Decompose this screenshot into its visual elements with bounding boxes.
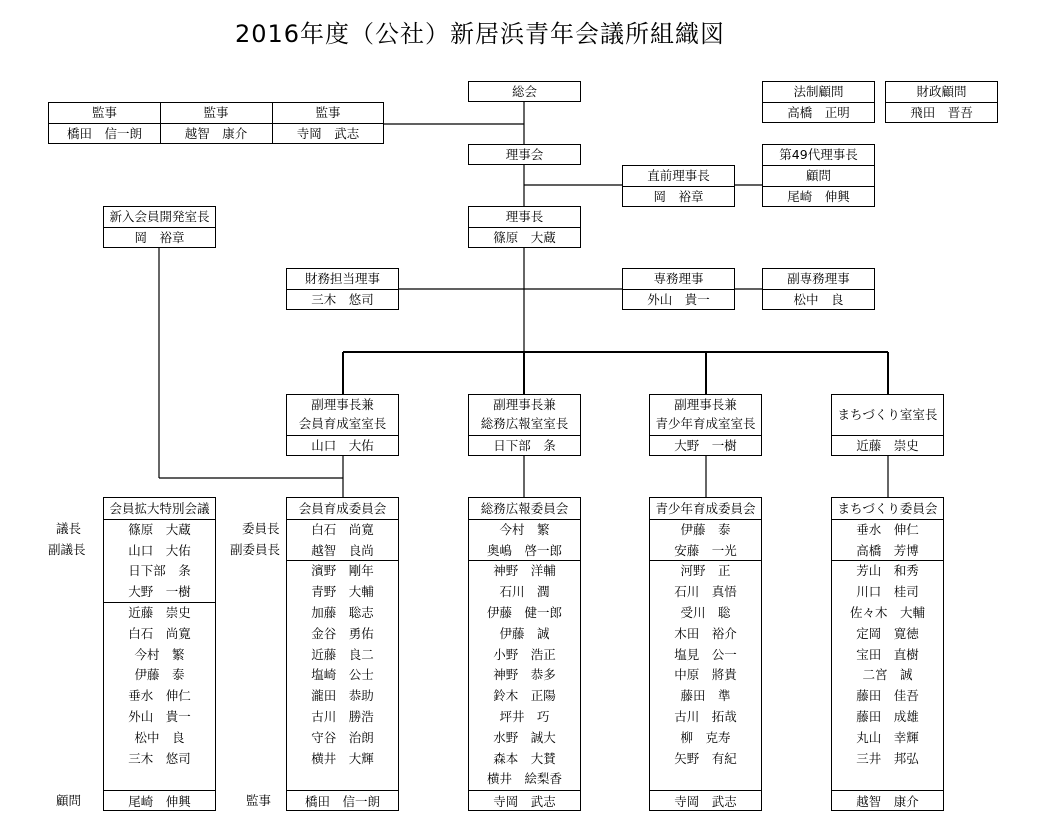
committee-bottom-name: 寺岡 武志 [674,794,737,809]
committee-member: 伊藤 誠 [499,625,550,641]
town-head-name: 近藤 崇史 [856,438,919,453]
committee-member: 瀧田 恭助 [311,688,374,704]
committee-member: 金谷 勇佑 [311,625,374,641]
committee-member: 今村 繁 [134,646,185,662]
vp-3-line2: 青少年育成室室長 [655,416,756,431]
vp-2-line1: 副理事長兼 [493,397,556,412]
row-label-vice-chair: 副議長 [48,542,86,557]
committee-member: 小野 浩正 [493,646,556,662]
vp-general-affairs-box [468,394,581,456]
committee-general-affairs [468,497,581,791]
committee-member: 芳山 和秀 [856,563,919,579]
committee-member-development [286,497,399,791]
president-name: 篠原 大蔵 [493,230,556,245]
committee-member: 伊藤 健一郎 [486,605,562,620]
auditor-3-name: 寺岡 武志 [296,126,360,141]
auditor-2-name: 越智 康介 [184,126,248,141]
committee-member: 坪井 巧 [499,709,550,724]
executive-director-box [622,268,735,310]
vice-executive-director-box [762,268,875,310]
advisor-finance-box [885,81,998,123]
vice-executive-director-role: 副専務理事 [787,271,850,286]
chart-title: 2016年度（公社）新居浜青年会議所組織図 [234,20,726,48]
finance-director-role: 財務担当理事 [304,271,380,286]
row-label-auditor: 監事 [246,793,272,808]
committee-membership-expansion [103,497,216,791]
advisor-finance-role: 財政顧問 [916,84,967,99]
committee-member: 石川 真悟 [674,584,737,600]
board-box [468,144,581,165]
vp-1-line2: 会員育成室室長 [298,416,387,431]
new-member-head-role: 新入会員開発室長 [109,209,210,224]
committee-4-auditor-box [649,790,762,811]
president49-box [762,144,875,207]
committee-member: 丸山 幸輝 [856,729,919,745]
committee-member: 鈴木 正陽 [493,688,556,704]
past-president-role: 直前理事長 [647,168,710,183]
committee-member: 藤田 佳吾 [856,688,919,704]
committee-member: 加藤 聡志 [311,605,374,620]
committee-bottom-name: 橋田 信一朗 [304,794,380,809]
committee-member: 森本 大賛 [493,750,556,766]
committee-member: 近藤 良二 [311,646,374,662]
committee-member: 三木 悠司 [128,750,191,766]
vp-2-line2: 総務広報室室長 [480,416,569,431]
committee-bottom-name: 越智 康介 [856,794,919,809]
committee-member: 今村 繁 [499,521,550,537]
committee-member: 三井 邦弘 [856,750,919,766]
committee-member: 横井 大輝 [311,750,374,766]
committee-name: 会員拡大特別会議 [109,501,210,516]
committee-member: 柳 克寿 [680,729,731,745]
committee-member: 日下部 条 [128,563,191,579]
committee-member: 横井 絵梨香 [486,771,562,787]
vice-executive-director-name: 松中 良 [793,292,844,307]
advisor-legal-role: 法制顧問 [793,84,844,99]
town-head-line1: まちづくり室室長 [837,407,938,422]
committee-member: 佐々木 大輔 [849,605,925,620]
president49-role: 第49代理事長 [779,147,858,162]
vp-member-development-box [286,394,399,456]
committee-member: 川口 桂司 [856,584,919,600]
committee-member: 矢野 有紀 [674,750,737,766]
committee-member: 宝田 直樹 [856,646,919,662]
committee-3-auditor-box [468,790,581,811]
committee-town-development [831,497,944,791]
finance-director-name: 三木 悠司 [311,292,374,307]
committee-bottom-name: 尾崎 伸興 [128,794,191,809]
committee-member: 古川 勝浩 [311,709,374,724]
committee-member: 青野 大輔 [311,584,374,600]
committee-member: 大野 一樹 [128,584,191,600]
committee-member: 伊藤 泰 [680,521,731,537]
committee-member: 藤田 準 [680,688,731,704]
auditors-box [48,102,384,144]
committee-2-auditor-box [286,790,399,811]
vp-1-line1: 副理事長兼 [311,397,374,412]
vp-2-name: 日下部 条 [493,438,556,453]
committee-member: 河野 正 [680,563,731,579]
committee-name: 青少年育成委員会 [655,501,756,516]
vp-3-name: 大野 一樹 [674,438,737,453]
committee-member: 水野 誠大 [493,729,556,745]
committee-member: 藤田 成雄 [856,709,919,724]
town-development-head-box [831,394,944,456]
committee-member: 神野 恭多 [493,667,556,683]
committee-name: 総務広報委員会 [480,501,569,516]
general-assembly-box [468,81,581,102]
committee-member: 白石 尚寛 [311,521,374,537]
president49-name: 尾崎 伸興 [787,189,850,204]
committee-member: 近藤 崇史 [128,605,191,620]
advisor-legal-name: 高橋 正明 [787,105,850,120]
committee-member: 受川 聡 [680,605,731,620]
committee-member: 白石 尚寛 [128,625,191,641]
vp-3-line1: 副理事長兼 [674,397,737,412]
general-assembly-label: 総会 [511,84,537,99]
committee-1-advisor-box [103,790,216,811]
committee-member: 濱野 剛年 [311,563,374,579]
president-box [468,206,581,248]
committee-member: 木田 裕介 [674,625,737,641]
executive-director-name: 外山 貴一 [647,292,710,307]
committee-name: 会員育成委員会 [298,501,387,516]
president49-role2: 顧問 [805,168,831,183]
committee-member: 伊藤 泰 [134,667,185,683]
committee-member: 神野 洋輔 [493,563,556,579]
advisor-finance-name: 飛田 晋吾 [910,105,973,120]
committee-member: 篠原 大蔵 [128,521,191,537]
committee-member: 安藤 一光 [674,542,737,558]
row-label-advisor: 顧問 [56,793,82,808]
new-member-head-name: 岡 裕章 [134,230,185,245]
committee-member: 外山 貴一 [128,709,191,724]
auditor-3-role: 監事 [315,105,341,120]
auditor-1-name: 橋田 信一朗 [66,126,142,141]
committee-member: 塩見 公一 [674,646,737,662]
row-label-vice-chairman: 副委員長 [230,542,281,557]
committee-name: まちづくり委員会 [837,501,938,516]
finance-director-box [286,268,399,310]
committee-member: 山口 大佑 [128,542,191,558]
committee-member: 垂水 伸仁 [128,688,191,704]
committee-member: 奥嶋 啓一郎 [486,542,562,558]
committee-member: 中原 將貴 [674,667,737,683]
committee-member: 古川 拓哉 [674,709,737,724]
row-label-chair: 議長 [56,521,82,536]
committee-5-auditor-box [831,790,944,811]
committee-youth-development [649,497,762,791]
board-label: 理事会 [505,147,544,162]
new-member-head-box [103,206,216,248]
past-president-name: 岡 裕章 [653,189,704,204]
vp-1-name: 山口 大佑 [311,438,374,453]
committee-member: 高橋 芳博 [856,542,919,558]
past-president-box [622,165,735,207]
advisor-legal-box [762,81,875,123]
row-label-chairman: 委員長 [242,521,280,536]
committee-bottom-name: 寺岡 武志 [493,794,556,809]
committee-member: 越智 良尚 [311,542,374,558]
auditor-1-role: 監事 [91,105,117,120]
committee-member: 二宮 誠 [862,667,913,683]
president-role: 理事長 [505,209,544,224]
committee-member: 垂水 伸仁 [856,521,919,537]
committee-member: 塩崎 公士 [311,667,374,683]
vp-youth-development-box [649,394,762,456]
committee-member: 松中 良 [134,729,185,745]
auditor-2-role: 監事 [203,105,229,120]
committee-member: 定岡 寛徳 [856,625,919,641]
committee-member: 石川 潤 [499,584,550,600]
executive-director-role: 専務理事 [653,271,704,286]
committee-member: 守谷 治朗 [311,729,374,745]
